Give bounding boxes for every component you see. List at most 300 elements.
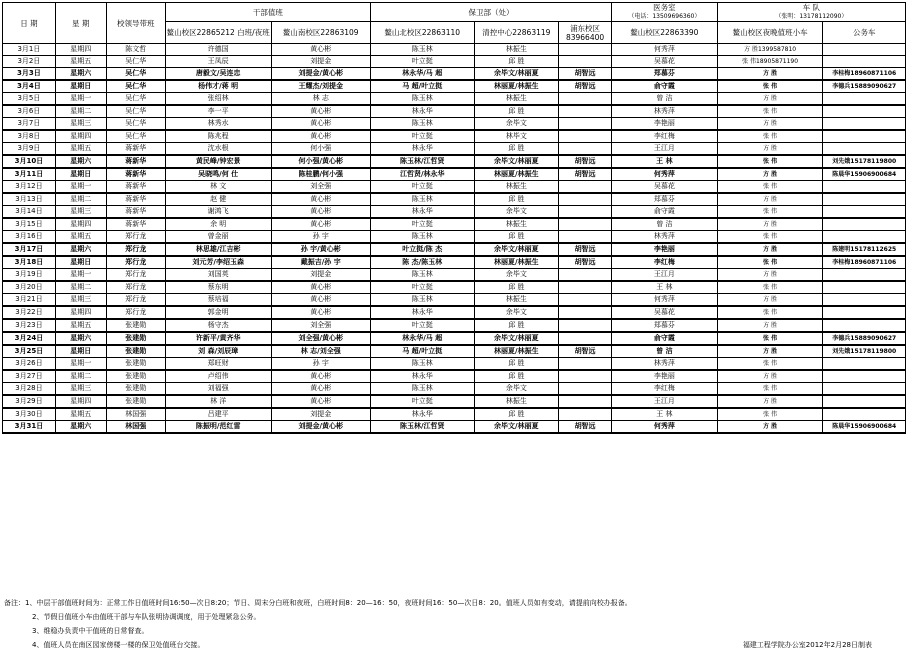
cell-weekday: 星期六 bbox=[55, 332, 106, 345]
cell-medical: 何秀萍 bbox=[612, 294, 718, 307]
cell-cadre-a: 沈水根 bbox=[165, 143, 271, 156]
cell-security-c: 林永华 bbox=[370, 105, 474, 118]
cell-weekday: 星期日 bbox=[55, 256, 106, 269]
header-campus-d: 清控中心22863119 bbox=[474, 22, 559, 44]
cell-cadre-a: 林 文 bbox=[165, 181, 271, 194]
cell-security-d: 林振生 bbox=[474, 93, 559, 106]
cell-security-e bbox=[559, 56, 612, 68]
cell-car-night: 张 伟 bbox=[717, 206, 823, 219]
cell-security-e: 胡智远 bbox=[559, 421, 612, 434]
cell-security-c: 叶立挺 bbox=[370, 56, 474, 68]
cell-weekday: 星期一 bbox=[55, 93, 106, 106]
cell-security-d: 余毕文 bbox=[474, 269, 559, 282]
cell-leader: 张建勋 bbox=[106, 383, 165, 396]
note-1: 备注：1、中层干部值班时间为：正常工作日值班时间16:50—次日8:20；节日、周末分白班和夜班，白班时间8：20—16：50，夜班时间16：50—次日8：20。值班人员如有变动，请提前向校办报备。 bbox=[4, 599, 632, 607]
cell-official-car: 陈晨华15906900684 bbox=[823, 168, 906, 181]
cell-cadre-b: 黄心彬 bbox=[271, 383, 370, 396]
cell-date: 3月13日 bbox=[3, 193, 56, 206]
table-row bbox=[3, 345, 906, 358]
cell-date: 3月14日 bbox=[3, 206, 56, 219]
table-row bbox=[3, 395, 906, 408]
cell-official-car bbox=[823, 193, 906, 206]
cell-cadre-b: 黄心彬 bbox=[271, 193, 370, 206]
cell-car-night: 方 胜 bbox=[717, 168, 823, 181]
cell-security-e bbox=[559, 181, 612, 194]
cell-cadre-b: 林 志 bbox=[271, 93, 370, 106]
cell-medical: 林秀萍 bbox=[612, 231, 718, 244]
cell-medical: 林秀萍 bbox=[612, 105, 718, 118]
cell-medical: 王江月 bbox=[612, 269, 718, 282]
cell-leader: 林国强 bbox=[106, 408, 165, 421]
cell-security-d: 余毕文/林丽夏 bbox=[474, 421, 559, 434]
cell-cadre-a: 李一平 bbox=[165, 105, 271, 118]
cell-medical: 王江月 bbox=[612, 395, 718, 408]
cell-security-d: 邱 胜 bbox=[474, 143, 559, 156]
cell-weekday: 星期二 bbox=[55, 370, 106, 383]
table-row bbox=[3, 168, 906, 181]
cell-cadre-a: 刘 森/刘辰璋 bbox=[165, 345, 271, 358]
cell-cadre-a: 林 洋 bbox=[165, 395, 271, 408]
cell-security-e bbox=[559, 105, 612, 118]
cell-security-c: 叶立挺 bbox=[370, 130, 474, 143]
cell-leader: 吴仁华 bbox=[106, 68, 165, 81]
cell-leader: 郑行龙 bbox=[106, 294, 165, 307]
cell-cadre-b: 黄心彬 bbox=[271, 206, 370, 219]
cell-leader: 蒋新华 bbox=[106, 181, 165, 194]
cell-car-night: 张 伟 bbox=[717, 231, 823, 244]
cell-date: 3月25日 bbox=[3, 345, 56, 358]
cell-medical: 郑慕芬 bbox=[612, 68, 718, 81]
cell-date: 3月18日 bbox=[3, 256, 56, 269]
cell-official-car bbox=[823, 383, 906, 396]
cell-security-d: 余毕文/林丽夏 bbox=[474, 68, 559, 81]
table-row bbox=[3, 68, 906, 81]
table-row bbox=[3, 181, 906, 194]
cell-leader: 张建勋 bbox=[106, 332, 165, 345]
cell-security-c: 林永华 bbox=[370, 370, 474, 383]
cell-car-night: 方 胜 bbox=[717, 294, 823, 307]
cell-weekday: 星期三 bbox=[55, 206, 106, 219]
cell-security-e bbox=[559, 383, 612, 396]
signature: 福建工程学院办公室2012年2月28日制表 bbox=[742, 641, 872, 649]
cell-cadre-a: 杨伟才/蒋 明 bbox=[165, 80, 271, 93]
cell-leader: 郑行龙 bbox=[106, 256, 165, 269]
cell-leader: 郑行龙 bbox=[106, 243, 165, 256]
cell-leader: 郑行龙 bbox=[106, 281, 165, 294]
cell-cadre-b: 刘提金/黄心彬 bbox=[271, 421, 370, 434]
cell-official-car bbox=[823, 269, 906, 282]
cell-official-car bbox=[823, 56, 906, 68]
cell-cadre-a: 卢绍伟 bbox=[165, 370, 271, 383]
cell-security-c: 陈玉林 bbox=[370, 44, 474, 56]
cell-cadre-b: 刘提金 bbox=[271, 269, 370, 282]
cell-cadre-b: 何小强/黄心彬 bbox=[271, 155, 370, 168]
cell-security-c: 江哲贤/林永华 bbox=[370, 168, 474, 181]
header-med-campus: 鳌山校区22863390 bbox=[612, 22, 718, 44]
table-row bbox=[3, 143, 906, 156]
cell-cadre-a: 陈振明/范红雷 bbox=[165, 421, 271, 434]
cell-security-d: 邱 胜 bbox=[474, 408, 559, 421]
cell-official-car bbox=[823, 370, 906, 383]
cell-date: 3月27日 bbox=[3, 370, 56, 383]
cell-weekday: 星期五 bbox=[55, 408, 106, 421]
cell-car-night: 方 胜 bbox=[717, 243, 823, 256]
cell-official-car: 陈晨华15906900684 bbox=[823, 421, 906, 434]
cell-security-c: 陈玉林/江哲贤 bbox=[370, 155, 474, 168]
cell-cadre-b: 刘提金 bbox=[271, 56, 370, 68]
cell-security-e: 胡智远 bbox=[559, 345, 612, 358]
cell-security-e bbox=[559, 332, 612, 345]
cell-security-e bbox=[559, 206, 612, 219]
medical-phone: （电话：13509696360） bbox=[628, 13, 701, 20]
cell-official-car bbox=[823, 181, 906, 194]
cell-car-night: 方 胜 bbox=[717, 93, 823, 106]
note-3: 3、维稳办负责中干值班的日常督查。 bbox=[32, 627, 149, 635]
cell-leader: 张建勋 bbox=[106, 319, 165, 332]
medical-title: 医务室 bbox=[653, 3, 676, 12]
cell-medical: 李艳丽 bbox=[612, 243, 718, 256]
cell-leader: 郑行龙 bbox=[106, 231, 165, 244]
cell-weekday: 星期三 bbox=[55, 118, 106, 131]
cell-car-night: 张 伟 bbox=[717, 80, 823, 93]
cell-security-e bbox=[559, 143, 612, 156]
cell-medical: 吴慕花 bbox=[612, 56, 718, 68]
cell-security-d: 余毕文/林丽夏 bbox=[474, 243, 559, 256]
cell-car-night: 方 胜 bbox=[717, 345, 823, 358]
cell-cadre-b: 黄心彬 bbox=[271, 105, 370, 118]
cell-official-car bbox=[823, 395, 906, 408]
cell-security-e bbox=[559, 281, 612, 294]
cell-security-d: 邱 胜 bbox=[474, 358, 559, 371]
cell-leader: 张建勋 bbox=[106, 358, 165, 371]
cell-medical: 曾 洁 bbox=[612, 218, 718, 231]
cell-cadre-a: 蔡东明 bbox=[165, 281, 271, 294]
note-2: 2、节假日值班小车由值班干部与车队张明协调调度，用于处理紧急公务。 bbox=[32, 613, 261, 621]
cell-official-car bbox=[823, 206, 906, 219]
cell-date: 3月21日 bbox=[3, 294, 56, 307]
table-row bbox=[3, 56, 906, 68]
cell-date: 3月7日 bbox=[3, 118, 56, 131]
cell-medical: 何秀萍 bbox=[612, 168, 718, 181]
cell-leader: 蒋新华 bbox=[106, 206, 165, 219]
cell-weekday: 星期一 bbox=[55, 269, 106, 282]
cell-date: 3月19日 bbox=[3, 269, 56, 282]
cell-cadre-a: 郭金明 bbox=[165, 306, 271, 319]
cell-car-night: 方 胜 bbox=[717, 218, 823, 231]
cell-cadre-b: 黄心彬 bbox=[271, 130, 370, 143]
cell-cadre-a: 曾金丽 bbox=[165, 231, 271, 244]
cell-medical: 郑慕芬 bbox=[612, 193, 718, 206]
cell-car-night: 方 胜 bbox=[717, 193, 823, 206]
cell-security-c: 林永华 bbox=[370, 143, 474, 156]
cell-security-c: 陈玉林 bbox=[370, 231, 474, 244]
cell-leader: 张建勋 bbox=[106, 370, 165, 383]
cell-date: 3月30日 bbox=[3, 408, 56, 421]
cell-official-car: 李德兵15889090627 bbox=[823, 80, 906, 93]
cell-weekday: 星期五 bbox=[55, 56, 106, 68]
cell-weekday: 星期六 bbox=[55, 68, 106, 81]
duty-rows bbox=[3, 44, 906, 434]
cell-cadre-b: 黄心彬 bbox=[271, 281, 370, 294]
cell-security-d: 林振生 bbox=[474, 218, 559, 231]
cell-official-car bbox=[823, 281, 906, 294]
cell-security-e bbox=[559, 218, 612, 231]
table-row bbox=[3, 93, 906, 106]
cell-security-e: 胡智远 bbox=[559, 80, 612, 93]
cell-cadre-a: 刘福强 bbox=[165, 383, 271, 396]
cell-cadre-b: 刘提金/黄心彬 bbox=[271, 68, 370, 81]
cell-leader: 吴仁华 bbox=[106, 80, 165, 93]
fleet-title: 车 队 bbox=[802, 3, 821, 12]
cell-car-night: 张 伟 bbox=[717, 358, 823, 371]
cell-medical: 李艳丽 bbox=[612, 118, 718, 131]
cell-cadre-b: 陈桂鹏/何小强 bbox=[271, 168, 370, 181]
cell-security-e: 胡智远 bbox=[559, 243, 612, 256]
cell-official-car bbox=[823, 105, 906, 118]
cell-cadre-a: 赵 健 bbox=[165, 193, 271, 206]
cell-official-car bbox=[823, 408, 906, 421]
cell-security-e: 胡智远 bbox=[559, 256, 612, 269]
cell-security-d: 邱 胜 bbox=[474, 105, 559, 118]
cell-medical: 王 林 bbox=[612, 408, 718, 421]
cell-car-night: 方 胜 bbox=[717, 421, 823, 434]
cell-security-d: 林振生 bbox=[474, 395, 559, 408]
cell-cadre-b: 黄心彬 bbox=[271, 294, 370, 307]
cell-car-night: 张 伟 bbox=[717, 408, 823, 421]
header-weekday: 星 期 bbox=[55, 3, 106, 44]
cell-cadre-a: 刘元芳/李绍玉森 bbox=[165, 256, 271, 269]
cell-date: 3月26日 bbox=[3, 358, 56, 371]
cell-weekday: 星期二 bbox=[55, 105, 106, 118]
cell-cadre-b: 刘全强 bbox=[271, 181, 370, 194]
cell-security-c: 叶立挺 bbox=[370, 218, 474, 231]
table-row bbox=[3, 80, 906, 93]
cell-security-e bbox=[559, 130, 612, 143]
cell-date: 3月20日 bbox=[3, 281, 56, 294]
cell-car-night: 张 伟 bbox=[717, 306, 823, 319]
cell-cadre-a: 陈兆程 bbox=[165, 130, 271, 143]
cell-car-night: 张 伟 bbox=[717, 281, 823, 294]
cell-cadre-a: 许新平/黄齐华 bbox=[165, 332, 271, 345]
cell-leader: 吴仁华 bbox=[106, 130, 165, 143]
cell-security-d: 余毕文 bbox=[474, 118, 559, 131]
cell-cadre-a: 吴晓鸣/何 仕 bbox=[165, 168, 271, 181]
cell-official-car bbox=[823, 306, 906, 319]
table-row bbox=[3, 130, 906, 143]
cell-security-c: 林永华 bbox=[370, 408, 474, 421]
cell-official-car bbox=[823, 218, 906, 231]
header-fleet bbox=[717, 3, 905, 22]
cell-medical: 俞守霞 bbox=[612, 206, 718, 219]
cell-security-c: 陈玉林/江哲贤 bbox=[370, 421, 474, 434]
cell-date: 3月2日 bbox=[3, 56, 56, 68]
cell-car-night: 张 伟 bbox=[717, 105, 823, 118]
cell-leader: 郑行龙 bbox=[106, 306, 165, 319]
cell-security-c: 叶立挺 bbox=[370, 395, 474, 408]
cell-car-night: 方 胜 bbox=[717, 269, 823, 282]
cell-security-e bbox=[559, 306, 612, 319]
cell-car-night: 方 胜 bbox=[717, 68, 823, 81]
cell-security-c: 陈玉林 bbox=[370, 118, 474, 131]
cell-date: 3月12日 bbox=[3, 181, 56, 194]
header-car-night: 鳌山校区夜晚值班小车 bbox=[717, 22, 823, 44]
cell-car-night: 方 胜 bbox=[717, 395, 823, 408]
header-medical bbox=[612, 3, 718, 22]
cell-date: 3月15日 bbox=[3, 218, 56, 231]
cell-cadre-b: 刘全强 bbox=[271, 319, 370, 332]
cell-cadre-a: 林秀水 bbox=[165, 118, 271, 131]
cell-security-c: 陈玉林 bbox=[370, 294, 474, 307]
cell-date: 3月10日 bbox=[3, 155, 56, 168]
table-row bbox=[3, 269, 906, 282]
cell-security-c: 林永华/马 超 bbox=[370, 68, 474, 81]
cell-medical: 曾 洁 bbox=[612, 345, 718, 358]
cell-security-e bbox=[559, 44, 612, 56]
cell-car-night: 张 伟 bbox=[717, 256, 823, 269]
cell-cadre-a: 吕建平 bbox=[165, 408, 271, 421]
cell-security-d: 余毕文 bbox=[474, 306, 559, 319]
cell-security-d: 邱 胜 bbox=[474, 319, 559, 332]
cell-security-c: 叶立挺/陈 杰 bbox=[370, 243, 474, 256]
cell-cadre-b: 黄心彬 bbox=[271, 44, 370, 56]
cell-date: 3月3日 bbox=[3, 68, 56, 81]
cell-cadre-b: 王耀杰/刘提金 bbox=[271, 80, 370, 93]
cell-cadre-b: 孙 宇 bbox=[271, 231, 370, 244]
cell-medical: 曾 洁 bbox=[612, 93, 718, 106]
cell-cadre-a: 刘国英 bbox=[165, 269, 271, 282]
note-4: 4、值班人员在南区园家傍楼一楼的保卫处值班台交接。 bbox=[32, 641, 205, 649]
cell-leader: 郑行龙 bbox=[106, 269, 165, 282]
header-campus-a: 鳌山校区22865212 白班/夜班 bbox=[165, 22, 271, 44]
cell-cadre-a: 唐毅文/吴连忠 bbox=[165, 68, 271, 81]
cell-date: 3月29日 bbox=[3, 395, 56, 408]
table-row bbox=[3, 193, 906, 206]
cell-cadre-b: 黄心彬 bbox=[271, 395, 370, 408]
cell-cadre-b: 刘提金 bbox=[271, 408, 370, 421]
cell-date: 3月9日 bbox=[3, 143, 56, 156]
cell-security-d: 邱 胜 bbox=[474, 281, 559, 294]
cell-leader: 吴仁华 bbox=[106, 93, 165, 106]
table-row bbox=[3, 243, 906, 256]
cell-official-car bbox=[823, 44, 906, 56]
table-row bbox=[3, 105, 906, 118]
header-official-car: 公务车 bbox=[823, 22, 906, 44]
header-cadre: 干部值班 bbox=[165, 3, 370, 22]
cell-official-car bbox=[823, 231, 906, 244]
cell-official-car: 李桂梅18960871106 bbox=[823, 68, 906, 81]
cell-medical: 何秀萍 bbox=[612, 421, 718, 434]
cell-cadre-b: 黄心彬 bbox=[271, 370, 370, 383]
cell-cadre-a: 郑旺财 bbox=[165, 358, 271, 371]
cell-weekday: 星期四 bbox=[55, 395, 106, 408]
cell-cadre-b: 何小强 bbox=[271, 143, 370, 156]
cell-security-e bbox=[559, 93, 612, 106]
header-campus-e: 浦东校区 83966400 bbox=[559, 22, 612, 44]
cell-security-e bbox=[559, 231, 612, 244]
cell-leader: 蒋新华 bbox=[106, 193, 165, 206]
header-leader: 校领导带班 bbox=[106, 3, 165, 44]
cell-medical: 郑慕芬 bbox=[612, 319, 718, 332]
cell-date: 3月6日 bbox=[3, 105, 56, 118]
table-row bbox=[3, 256, 906, 269]
cell-security-d: 林丽夏/林振生 bbox=[474, 256, 559, 269]
cell-car-night: 张 伟 bbox=[717, 155, 823, 168]
cell-security-d: 邱 胜 bbox=[474, 193, 559, 206]
cell-official-car: 刘先娥15178119800 bbox=[823, 155, 906, 168]
cell-security-d: 林振生 bbox=[474, 44, 559, 56]
cell-official-car bbox=[823, 319, 906, 332]
cell-car-night: 方 胜 bbox=[717, 118, 823, 131]
cell-cadre-a: 王凤辰 bbox=[165, 56, 271, 68]
header-security: 保卫部（处） bbox=[370, 3, 611, 22]
cell-security-c: 叶立挺 bbox=[370, 319, 474, 332]
cell-leader: 蒋新华 bbox=[106, 155, 165, 168]
cell-security-e: 胡智远 bbox=[559, 155, 612, 168]
cell-cadre-a: 谢鸿飞 bbox=[165, 206, 271, 219]
cell-security-c: 林永华/马 超 bbox=[370, 332, 474, 345]
table-row bbox=[3, 44, 906, 56]
cell-security-e bbox=[559, 294, 612, 307]
cell-official-car bbox=[823, 294, 906, 307]
table-row bbox=[3, 118, 906, 131]
cell-weekday: 星期一 bbox=[55, 181, 106, 194]
cell-official-car bbox=[823, 143, 906, 156]
cell-medical: 李红梅 bbox=[612, 383, 718, 396]
cell-security-e: 胡智远 bbox=[559, 68, 612, 81]
cell-security-d: 林丽夏/林振生 bbox=[474, 80, 559, 93]
cell-cadre-b: 黄心彬 bbox=[271, 218, 370, 231]
cell-security-e bbox=[559, 269, 612, 282]
cell-medical: 吴慕花 bbox=[612, 181, 718, 194]
table-row bbox=[3, 155, 906, 168]
cell-security-c: 林永华 bbox=[370, 206, 474, 219]
cell-weekday: 星期二 bbox=[55, 193, 106, 206]
cell-cadre-b: 戴振吉/孙 宇 bbox=[271, 256, 370, 269]
cell-security-d: 余毕文/林丽夏 bbox=[474, 332, 559, 345]
cell-medical: 李红梅 bbox=[612, 130, 718, 143]
cell-security-c: 陈玉林 bbox=[370, 93, 474, 106]
cell-weekday: 星期五 bbox=[55, 319, 106, 332]
cell-cadre-b: 黄心彬 bbox=[271, 118, 370, 131]
cell-security-c: 叶立挺 bbox=[370, 281, 474, 294]
cell-medical: 王 林 bbox=[612, 155, 718, 168]
cell-security-d: 林振生 bbox=[474, 294, 559, 307]
cell-leader: 陈文哲 bbox=[106, 44, 165, 56]
cell-security-d: 余毕文/林丽夏 bbox=[474, 155, 559, 168]
cell-car-night: 张 伟 bbox=[717, 181, 823, 194]
cell-security-e bbox=[559, 118, 612, 131]
cell-date: 3月4日 bbox=[3, 80, 56, 93]
cell-car-night: 方 胜 bbox=[717, 143, 823, 156]
cell-leader: 张建勋 bbox=[106, 395, 165, 408]
cell-security-d: 林丽夏/林振生 bbox=[474, 168, 559, 181]
cell-cadre-b: 黄心彬 bbox=[271, 306, 370, 319]
cell-official-car bbox=[823, 93, 906, 106]
cell-weekday: 星期三 bbox=[55, 383, 106, 396]
cell-weekday: 星期四 bbox=[55, 130, 106, 143]
cell-date: 3月23日 bbox=[3, 319, 56, 332]
cell-car-night: 方 胜 bbox=[717, 370, 823, 383]
cell-weekday: 星期六 bbox=[55, 421, 106, 434]
cell-cadre-b: 孙 宇 bbox=[271, 358, 370, 371]
header-campus-b: 鳌山南校区22863109 bbox=[271, 22, 370, 44]
table-row bbox=[3, 218, 906, 231]
cell-cadre-a: 许德国 bbox=[165, 44, 271, 56]
cell-car-night: 方 胜 bbox=[717, 319, 823, 332]
cell-security-c: 陈玉林 bbox=[370, 358, 474, 371]
cell-leader: 吴仁华 bbox=[106, 118, 165, 131]
cell-medical: 俞守霞 bbox=[612, 332, 718, 345]
